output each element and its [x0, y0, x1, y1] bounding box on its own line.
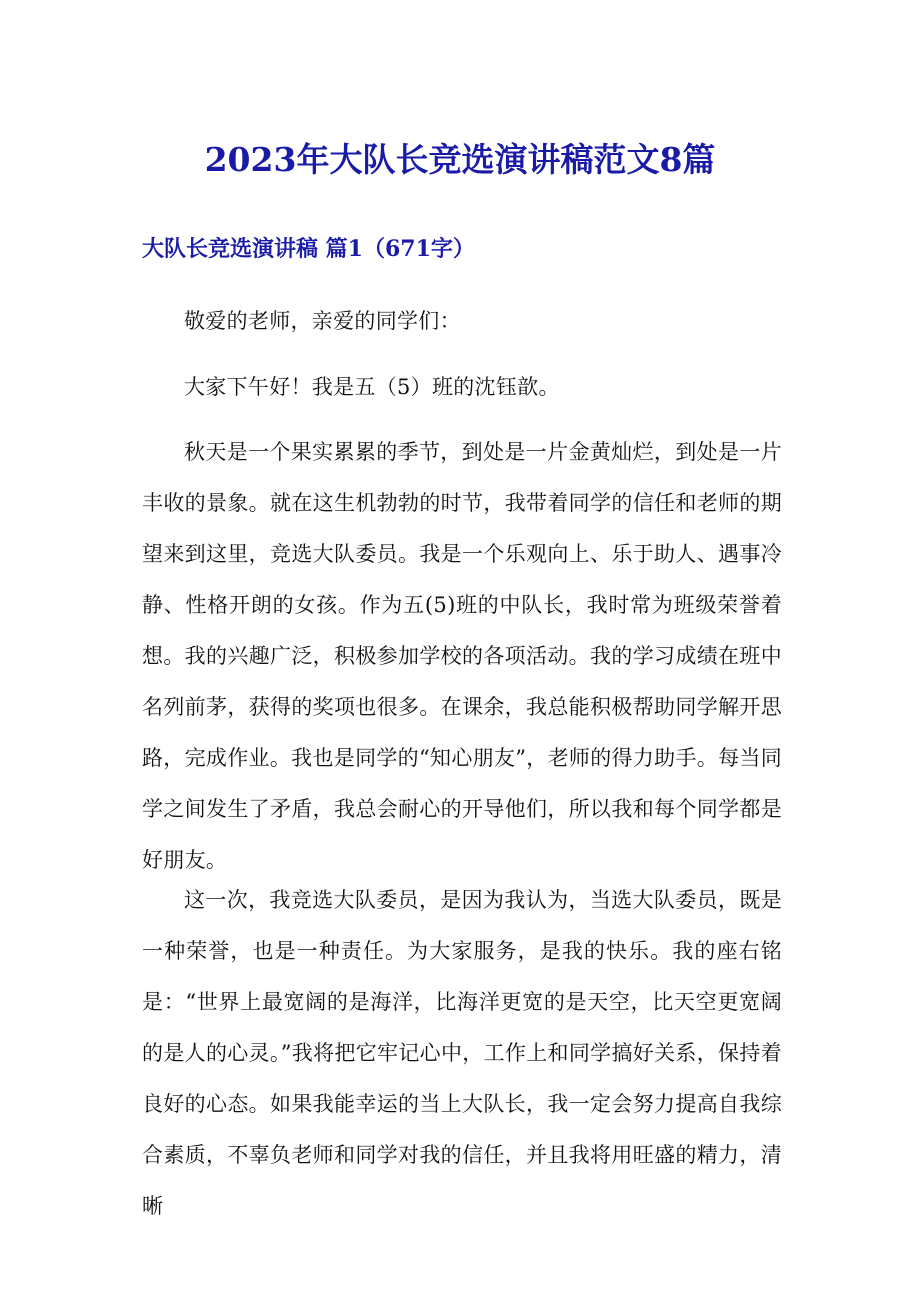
document-title: 2023年大队长竞选演讲稿范文8篇 — [204, 140, 716, 179]
paragraph-motivation: 这一次，我竞选大队委员，是因为我认为，当选大队委员，既是一种荣誉，也是一种责任。为大家服务，是我的快乐。我的座右铭是：“世界上最宽阔的是海洋，比海洋更宽的是天空，比天空更宽阔的是人的心灵。”我将把它牢记心中，工作上和同学搞好关系，保持着良好的心态。如果我能幸运的当上大队长，我一定会努力提高自我综合素质，不辜负老师和同学对我的信任，并且我将用旺盛的精力，清晰 — [142, 888, 782, 1218]
paragraph-greeting: 敬爱的老师，亲爱的同学们： — [184, 309, 461, 333]
paragraph-self-description: 秋天是一个果实累累的季节，到处是一片金黄灿烂，到处是一片丰收的景象。就在这生机勃勃的时节，我带着同学的信任和老师的期望来到这里，竞选大队委员。我是一个乐观向上、乐于助人、遇事冷静、性格开朗的女孩。作为五(5)班的中队长，我时常为班级荣誉着想。我的兴趣广泛，积极参加学校的各项活动。我的学习成绩在班中名列前茅，获得的奖项也很多。在课余，我总能积极帮助同学解开思路，完成作业。我也是同学的“知心朋友”，老师的得力助手。每当同学之间发生了矛盾，我总会耐心的开导他们，所以我和每个同学都是好朋友。 — [142, 440, 782, 872]
paragraph-introduction: 大家下午好！我是五（5）班的沈钰歆。 — [184, 375, 560, 399]
section-heading: 大队长竞选演讲稿 篇1（671字） — [142, 236, 475, 262]
